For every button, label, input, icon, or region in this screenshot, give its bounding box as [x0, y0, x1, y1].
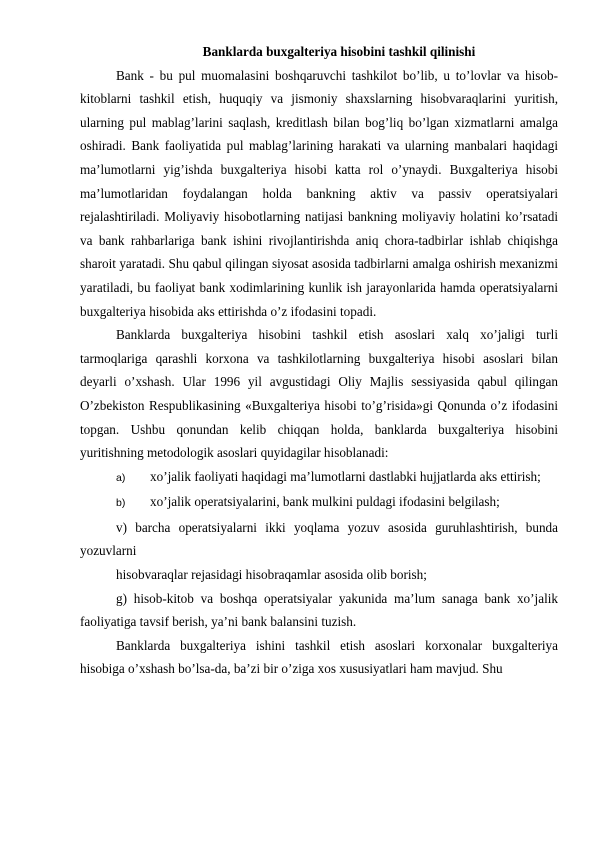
document-title: Banklarda buxgalteriya hisobini tashkil qilinishi: [202, 44, 476, 59]
document-page: [80, 40, 558, 681]
list-marker-b: b): [116, 497, 126, 510]
list-marker-a: a): [116, 471, 126, 484]
list-item-a-text: xo’jalik faoliyati haqidagi ma’lumotlarni dastlabki hujjatlarda aks ettirish;: [150, 468, 541, 484]
list-item-b-text: xo’jalik operatsiyalarini, bank mulkini puldagi ifodasini belgilash;: [150, 494, 500, 510]
list-item-a: [80, 465, 558, 491]
paragraph-bank-definition: Bank - bu pul muomalasini boshqaruvchi tashkilot bo’lib, u to’lovlar va hisob-kitoblarni tashkil etish, huquqiy va jismoniy shaxslarning hisobvaraqlarini yuritish, ularning pul mablag’larini saqlash, kreditlash bilan bog’liq bo’lgan xizmatlarni amalga oshiradi. Bank faoliyatida pul mablag’larining harakati va ularning manbalari haqidagi ma’lumotlarni yig’ishda buxgalteriya hisobi katta rol o’ynaydi. Buxgalteriya hisobi ma’lumotlaridan foydalangan holda bankning aktiv va passiv operatsiyalari rejalashtiriladi. Moliyaviy hisobotlarning natijasi bankning moliyaviy holatini ko’rsatadi va bank rahbarlariga bank ishini rivojlantirishda aniq chora-tadbirlar ishlab chiqishga sharoit yaratadi. Shu qabul qilingan siyosat asosida tadbirlarni amalga oshirish mexanizmi yaratiladi, bu faoliyat bank xodimlarining kunlik ish jarayonlarida hamda operatsiyalarni buxgalteriya hisobida aks ettirishda o’z ifodasini topadi.: [80, 67, 558, 319]
paragraph-accounting-basis: Banklarda buxgalteriya hisobini tashkil etish asoslari xalq xo’jaligi turli tarmoqlariga qarashli korxona va tashkilotlarning buxgalteriya hisobi asoslari bilan deyarli o’xshash. Ular 1996 yil avgustidagi Oliy Majlis sessiyasida qabul qilingan O’zbekiston Respublikasining «Buxgalteriya hisobi to’g’risida»gi Qonunda o’z ifodasini topgan. Ushbu qonundan kelib chiqqan holda, banklarda buxgalteriya hisobini yuritishning metodologik asoslari quyidagilar hisoblanadi:: [80, 327, 558, 461]
list-item-g: g) hisob-kitob va boshqa operatsiyalar yakunida ma’lum sanaga bank xo’jalik faoliyatiga tavsif berish, ya’ni bank balansini tuzish.: [80, 590, 558, 630]
list-item-v-continuation: hisobvaraqlar rejasidagi hisobraqamlar asosida olib borish;: [116, 567, 427, 583]
list-item-b: [80, 490, 558, 516]
paragraph-features: Banklarda buxgalteriya ishini tashkil etish asoslari korxonalar buxgalteriya hisobiga o’xshash bo’lsa-da, ba’zi bir o’ziga xos xususiyatlari ham mavjud. Shu: [80, 637, 558, 677]
list-item-v: v) barcha operatsiyalarni ikki yoqlama yozuv asosida guruhlashtirish, bunda yozuvlarni: [80, 519, 558, 559]
